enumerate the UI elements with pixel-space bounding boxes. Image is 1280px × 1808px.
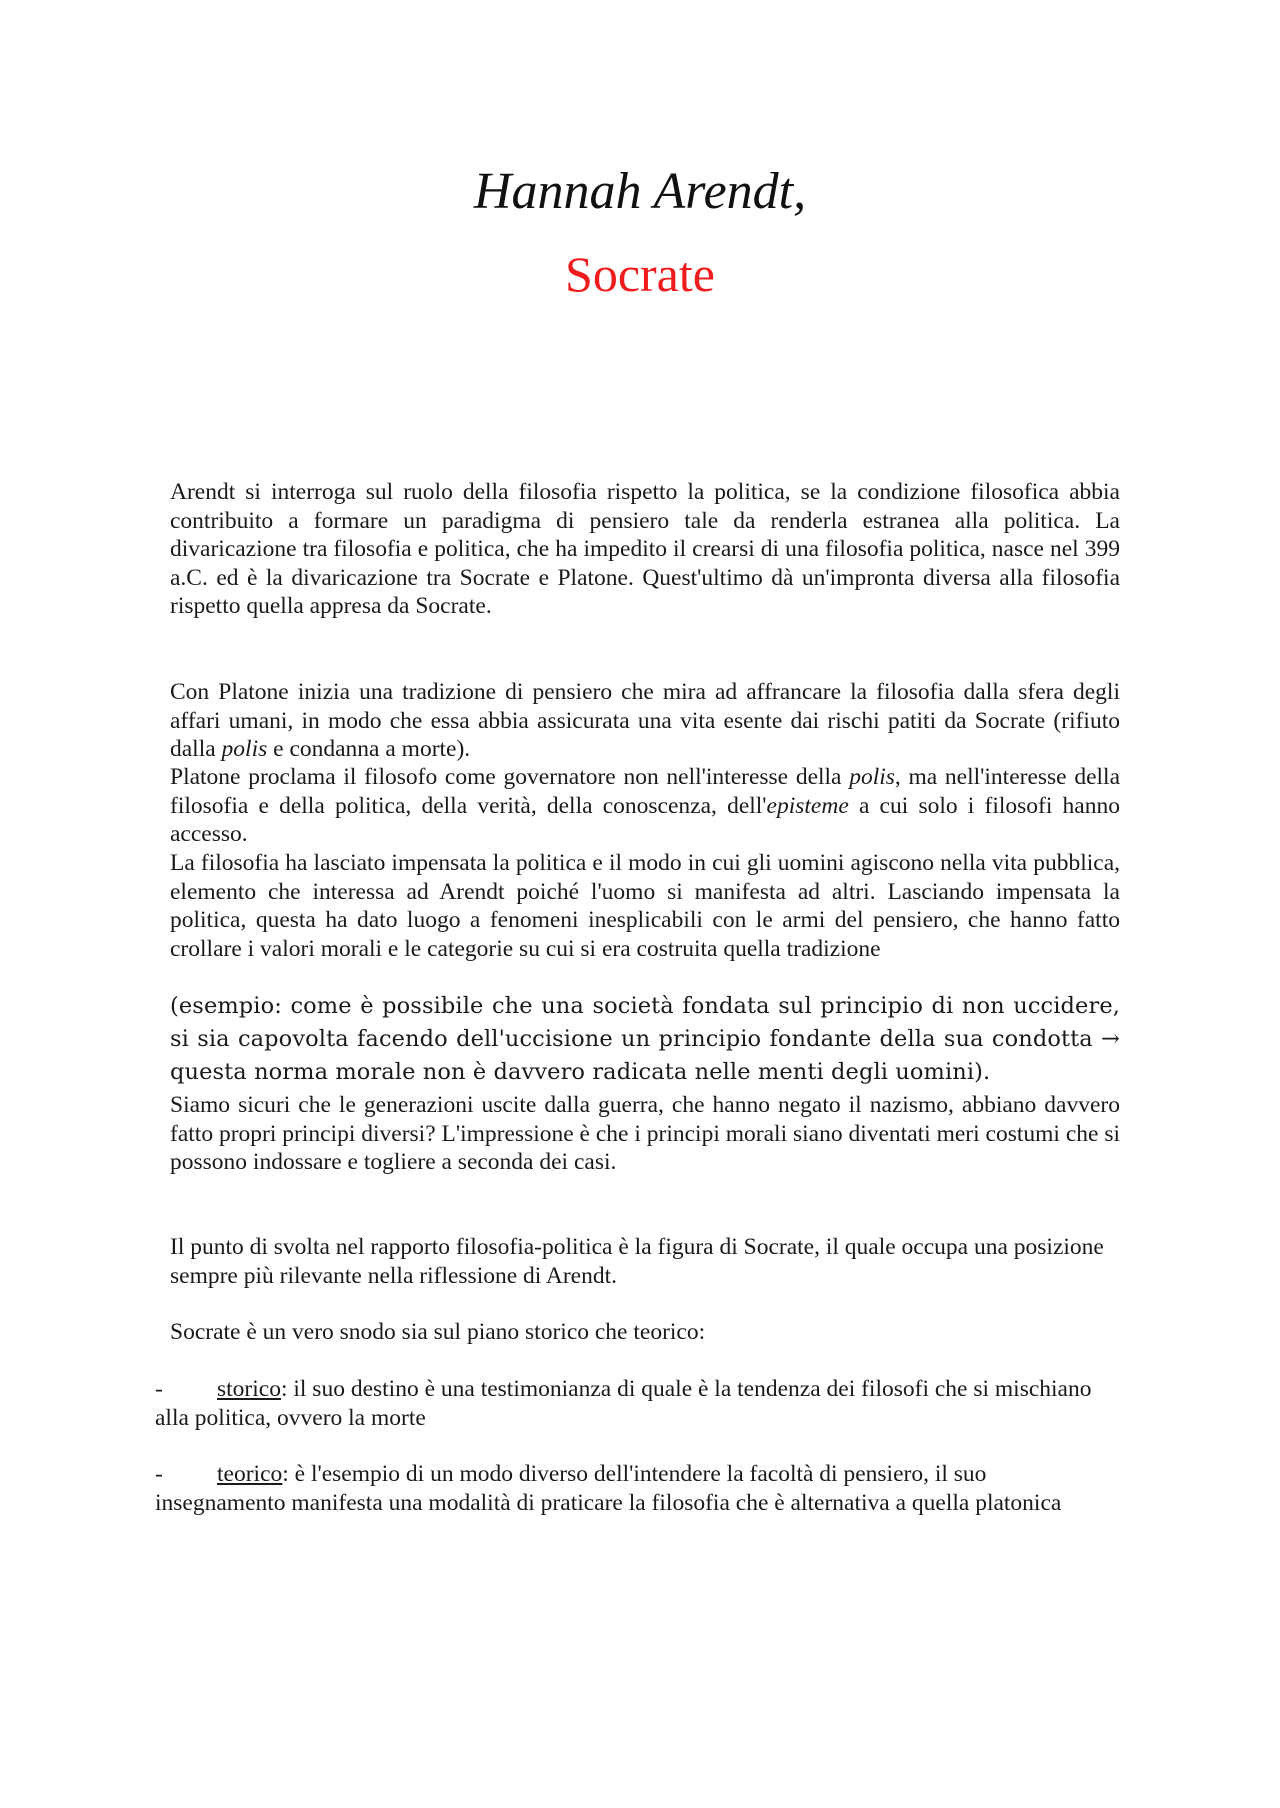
bullet-dash: - [155,1376,163,1402]
bullet-text: : è l'esempio di un modo diverso dell'intendere la facoltà di pensiero, il suo insegnamento manifesta una modalità di praticare la filosofia che è alternativa a quella platonica [155,1461,1062,1516]
term-polis: polis [221,736,268,762]
list-item-storico [155,1375,1120,1432]
text-span: e condanna a morte). [267,736,471,762]
bullet-dash: - [155,1461,163,1487]
text-span: Con Platone inizia una tradizione di pensiero che mira ad affrancare la filosofia dalla sfera degli affari umani, in modo che essa abbia assicurata una vita esente dai rischi patiti da Socrate (rifiuto dalla [170,679,1120,762]
text-span: a cui solo i filosofi hanno accesso. [170,792,1120,847]
term-polis: polis [849,764,895,790]
paragraph-generazioni: Siamo sicuri che le generazioni uscite dalla guerra, che hanno negato il nazismo, abbiano davvero fatto propri principi diversi? L'impressione è che i principi morali siano diventati meri costumi che si possono indossare e togliere a seconda dei casi. [170,1092,1120,1175]
list-item-teorico [155,1460,1120,1517]
paragraph-impensata: La filosofia ha lasciato impensata la politica e il modo in cui gli uomini agiscono nella vita pubblica, elemento che interessa ad Arendt poiché l'uomo si manifesta ad altri. Lasciando impensata la politica, questa ha dato luogo a fenomeni inesplicabili con le armi del pensiero, che hanno fatto crollare i valori morali e le categorie su cui si era costruita quella tradizione [170,850,1120,962]
paragraph-snodo: Socrate è un vero snodo sia sul piano storico che teorico: [170,1319,706,1345]
term-storico: storico [217,1376,281,1402]
term-teorico: teorico [217,1461,283,1487]
paragraph-platone-tradizione [170,678,1120,764]
paragraph-svolta: Il punto di svolta nel rapporto filosofia-politica è la figura di Socrate, il quale occupa una posizione sempre più rilevante nella riflessione di Arendt. [170,1234,1104,1289]
bullet-text: : il suo destino è una testimonianza di quale è la tendenza dei filosofi che si mischiano alla politica, ovvero la morte [155,1376,1092,1431]
paragraph-intro: Arendt si interroga sul ruolo della filosofia rispetto la politica, se la condizione filosofica abbia contribuito a formare un paradigma di pensiero tale da renderla estranea alla politica. La divaricazione tra filosofia e politica, che ha impedito il crearsi di una filosofia politica, nasce nel 399 a.C. ed è la divaricazione tra Socrate e Platone. Quest'ultimo dà un'impronta diversa alla filosofia rispetto quella appresa da Socrate. [170,479,1120,619]
paragraph-example: (esempio: come è possibile che una società fondata sul principio di non uccidere, si sia capovolta facendo dell'uccisione un principio fondante della sua condotta → questa norma morale non è davvero radicata nelle menti degli uomini). [170,993,1120,1085]
title-subject: Socrate [565,246,715,302]
text-span: Platone proclama il filosofo come governatore non nell'interesse della [170,764,850,790]
title-author: Hannah Arendt, [473,163,807,220]
paragraph-platone-filosofo [170,763,1120,849]
text-span: , ma nell'interesse della filosofia e della politica, della verità, della conoscenza, dell' [170,764,1120,819]
term-episteme: episteme [766,792,849,819]
